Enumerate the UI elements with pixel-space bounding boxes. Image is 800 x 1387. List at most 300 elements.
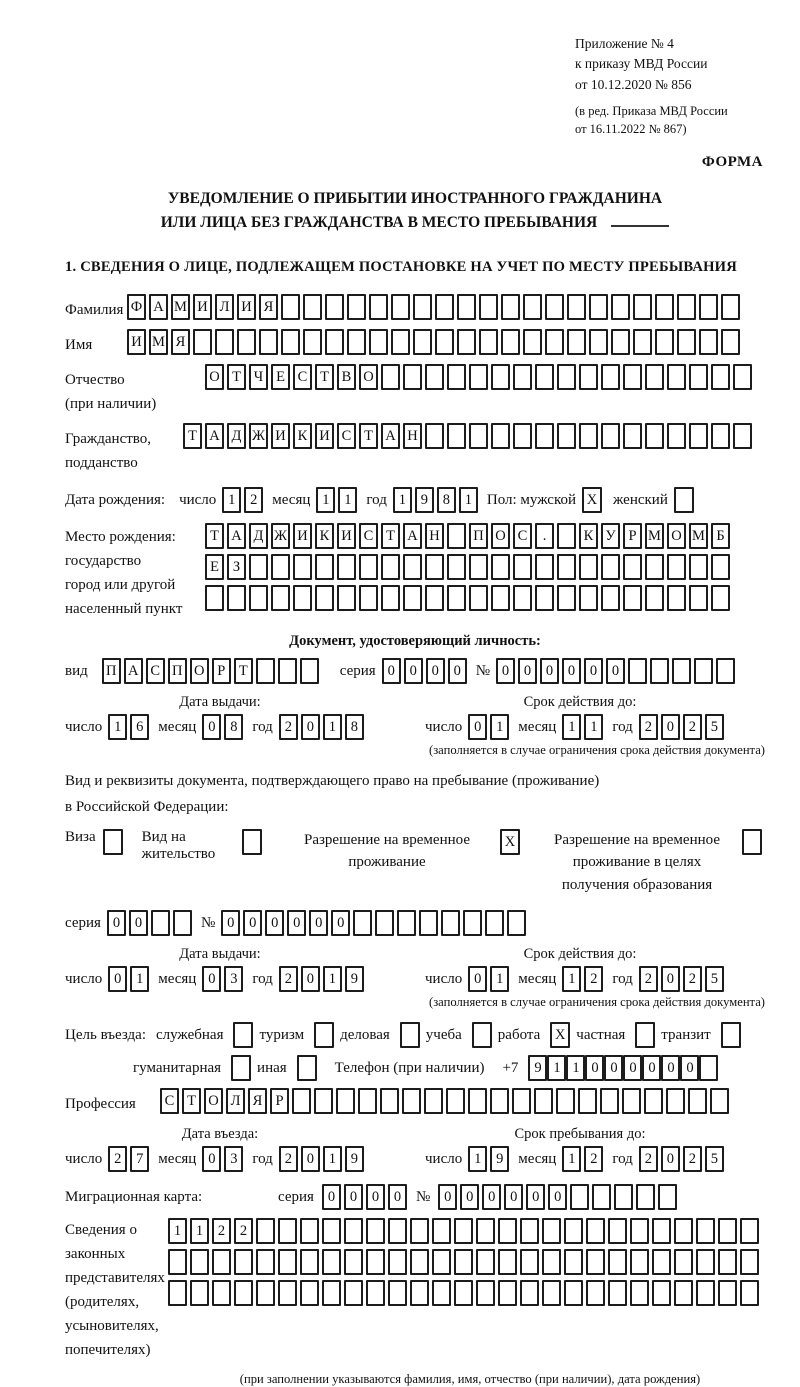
char-cell[interactable] [600, 1088, 619, 1114]
char-cell[interactable]: 6 [130, 714, 149, 740]
char-cell[interactable] [611, 329, 630, 355]
char-cell[interactable] [589, 329, 608, 355]
char-cell[interactable] [366, 1249, 385, 1275]
char-cell[interactable] [344, 1218, 363, 1244]
char-cell[interactable]: 2 [683, 966, 702, 992]
char-cell[interactable] [592, 1184, 611, 1210]
char-cell[interactable]: 0 [388, 1184, 407, 1210]
char-cell[interactable]: 0 [540, 658, 559, 684]
char-cell[interactable] [579, 554, 598, 580]
char-cell[interactable]: Ж [249, 423, 268, 449]
char-cell[interactable]: 2 [234, 1218, 253, 1244]
char-cell[interactable] [564, 1280, 583, 1306]
char-cell[interactable]: 0 [604, 1055, 623, 1081]
char-cell[interactable] [677, 329, 696, 355]
char-cell[interactable]: Т [205, 523, 224, 549]
char-cell[interactable]: К [579, 523, 598, 549]
char-cell[interactable] [601, 585, 620, 611]
char-cell[interactable]: 0 [448, 658, 467, 684]
char-cell[interactable]: 0 [108, 966, 127, 992]
char-cell[interactable] [630, 1280, 649, 1306]
char-cell[interactable] [468, 1088, 487, 1114]
char-cell[interactable] [689, 554, 708, 580]
char-cell[interactable] [388, 1218, 407, 1244]
char-cell[interactable]: 0 [404, 658, 423, 684]
temp-residence-checkbox[interactable]: X [500, 829, 520, 855]
char-cell[interactable] [212, 1280, 231, 1306]
char-cell[interactable] [721, 294, 740, 320]
char-cell[interactable] [711, 554, 730, 580]
char-cell[interactable]: 2 [683, 714, 702, 740]
char-cell[interactable] [432, 1249, 451, 1275]
char-cell[interactable] [694, 658, 713, 684]
char-cell[interactable]: 9 [345, 1146, 364, 1172]
char-cell[interactable] [413, 294, 432, 320]
char-cell[interactable] [441, 910, 460, 936]
char-cell[interactable] [633, 294, 652, 320]
char-cell[interactable] [674, 1249, 693, 1275]
char-cell[interactable]: 0 [518, 658, 537, 684]
char-cell[interactable]: 3 [224, 966, 243, 992]
char-cell[interactable] [520, 1249, 539, 1275]
char-cell[interactable]: 5 [705, 966, 724, 992]
char-cell[interactable] [623, 364, 642, 390]
char-cell[interactable] [696, 1218, 715, 1244]
char-cell[interactable] [557, 585, 576, 611]
char-cell[interactable] [469, 423, 488, 449]
char-cell[interactable]: 1 [393, 487, 412, 513]
char-cell[interactable]: Н [403, 423, 422, 449]
char-cell[interactable]: И [237, 294, 256, 320]
char-cell[interactable]: Е [271, 364, 290, 390]
char-cell[interactable] [425, 364, 444, 390]
char-cell[interactable] [469, 585, 488, 611]
char-cell[interactable] [259, 329, 278, 355]
char-cell[interactable] [688, 1088, 707, 1114]
char-cell[interactable]: И [315, 423, 334, 449]
char-cell[interactable] [564, 1218, 583, 1244]
char-cell[interactable]: 0 [661, 966, 680, 992]
char-cell[interactable]: И [293, 523, 312, 549]
char-cell[interactable] [542, 1280, 561, 1306]
char-cell[interactable]: 2 [279, 966, 298, 992]
char-cell[interactable]: 0 [287, 910, 306, 936]
char-cell[interactable]: Ф [127, 294, 146, 320]
char-cell[interactable]: 2 [584, 1146, 603, 1172]
char-cell[interactable] [677, 294, 696, 320]
char-cell[interactable]: 0 [482, 1184, 501, 1210]
char-cell[interactable] [446, 1088, 465, 1114]
char-cell[interactable] [425, 554, 444, 580]
char-cell[interactable]: 1 [168, 1218, 187, 1244]
purpose-humanitarian-checkbox[interactable] [231, 1055, 251, 1081]
char-cell[interactable] [535, 554, 554, 580]
purpose-tourism-checkbox[interactable] [314, 1022, 334, 1048]
char-cell[interactable]: А [227, 523, 246, 549]
char-cell[interactable] [322, 1280, 341, 1306]
char-cell[interactable]: 9 [415, 487, 434, 513]
char-cell[interactable] [652, 1280, 671, 1306]
char-cell[interactable]: 0 [344, 1184, 363, 1210]
char-cell[interactable]: 0 [438, 1184, 457, 1210]
char-cell[interactable] [234, 1280, 253, 1306]
char-cell[interactable] [300, 658, 319, 684]
char-cell[interactable]: Т [381, 523, 400, 549]
char-cell[interactable] [655, 329, 674, 355]
char-cell[interactable]: А [124, 658, 143, 684]
char-cell[interactable] [403, 364, 422, 390]
char-cell[interactable] [457, 294, 476, 320]
char-cell[interactable] [432, 1280, 451, 1306]
char-cell[interactable] [447, 423, 466, 449]
char-cell[interactable] [476, 1218, 495, 1244]
char-cell[interactable]: 0 [562, 658, 581, 684]
purpose-transit-checkbox[interactable] [721, 1022, 741, 1048]
char-cell[interactable] [557, 523, 576, 549]
char-cell[interactable] [718, 1249, 737, 1275]
char-cell[interactable] [424, 1088, 443, 1114]
char-cell[interactable] [410, 1249, 429, 1275]
char-cell[interactable] [347, 329, 366, 355]
char-cell[interactable]: О [190, 658, 209, 684]
char-cell[interactable] [281, 294, 300, 320]
char-cell[interactable] [454, 1218, 473, 1244]
char-cell[interactable]: Т [183, 423, 202, 449]
char-cell[interactable]: 2 [683, 1146, 702, 1172]
char-cell[interactable] [601, 554, 620, 580]
char-cell[interactable]: 0 [265, 910, 284, 936]
char-cell[interactable] [542, 1249, 561, 1275]
char-cell[interactable]: Т [227, 364, 246, 390]
char-cell[interactable] [652, 1218, 671, 1244]
char-cell[interactable]: О [205, 364, 224, 390]
char-cell[interactable] [740, 1249, 759, 1275]
char-cell[interactable] [491, 554, 510, 580]
char-cell[interactable]: 8 [437, 487, 456, 513]
char-cell[interactable] [381, 364, 400, 390]
char-cell[interactable] [721, 329, 740, 355]
char-cell[interactable]: Ч [249, 364, 268, 390]
char-cell[interactable]: 1 [108, 714, 127, 740]
char-cell[interactable]: 1 [547, 1055, 566, 1081]
char-cell[interactable]: 2 [279, 714, 298, 740]
char-cell[interactable]: О [204, 1088, 223, 1114]
char-cell[interactable] [570, 1184, 589, 1210]
char-cell[interactable]: 9 [345, 966, 364, 992]
char-cell[interactable]: 0 [107, 910, 126, 936]
char-cell[interactable] [512, 1088, 531, 1114]
char-cell[interactable] [344, 1249, 363, 1275]
char-cell[interactable]: 8 [224, 714, 243, 740]
char-cell[interactable]: М [645, 523, 664, 549]
char-cell[interactable] [491, 423, 510, 449]
char-cell[interactable] [278, 1249, 297, 1275]
char-cell[interactable] [380, 1088, 399, 1114]
char-cell[interactable] [281, 329, 300, 355]
char-cell[interactable] [402, 1088, 421, 1114]
char-cell[interactable] [447, 523, 466, 549]
char-cell[interactable]: 0 [331, 910, 350, 936]
char-cell[interactable] [733, 364, 752, 390]
char-cell[interactable]: М [149, 329, 168, 355]
char-cell[interactable] [353, 910, 372, 936]
char-cell[interactable]: К [315, 523, 334, 549]
char-cell[interactable] [476, 1280, 495, 1306]
char-cell[interactable] [501, 294, 520, 320]
char-cell[interactable] [425, 585, 444, 611]
char-cell[interactable] [168, 1249, 187, 1275]
char-cell[interactable]: 0 [322, 1184, 341, 1210]
char-cell[interactable]: Ж [271, 523, 290, 549]
char-cell[interactable] [623, 423, 642, 449]
purpose-private-checkbox[interactable] [635, 1022, 655, 1048]
char-cell[interactable] [523, 294, 542, 320]
char-cell[interactable] [716, 658, 735, 684]
char-cell[interactable]: Т [359, 423, 378, 449]
char-cell[interactable] [278, 1280, 297, 1306]
char-cell[interactable] [403, 554, 422, 580]
char-cell[interactable] [501, 329, 520, 355]
char-cell[interactable]: 1 [222, 487, 241, 513]
char-cell[interactable] [689, 423, 708, 449]
char-cell[interactable]: 1 [566, 1055, 585, 1081]
char-cell[interactable]: 2 [584, 966, 603, 992]
char-cell[interactable] [633, 329, 652, 355]
char-cell[interactable] [658, 1184, 677, 1210]
char-cell[interactable] [479, 329, 498, 355]
char-cell[interactable] [249, 585, 268, 611]
char-cell[interactable] [300, 1280, 319, 1306]
char-cell[interactable] [674, 1280, 693, 1306]
char-cell[interactable] [476, 1249, 495, 1275]
purpose-other-checkbox[interactable] [297, 1055, 317, 1081]
char-cell[interactable] [507, 910, 526, 936]
char-cell[interactable] [513, 585, 532, 611]
char-cell[interactable]: З [227, 554, 246, 580]
char-cell[interactable] [589, 294, 608, 320]
char-cell[interactable] [614, 1184, 633, 1210]
char-cell[interactable] [513, 423, 532, 449]
char-cell[interactable]: И [127, 329, 146, 355]
char-cell[interactable]: 1 [130, 966, 149, 992]
char-cell[interactable]: С [359, 523, 378, 549]
char-cell[interactable]: 3 [224, 1146, 243, 1172]
char-cell[interactable] [322, 1218, 341, 1244]
char-cell[interactable]: С [160, 1088, 179, 1114]
char-cell[interactable] [718, 1280, 737, 1306]
char-cell[interactable]: 0 [366, 1184, 385, 1210]
char-cell[interactable] [336, 1088, 355, 1114]
char-cell[interactable] [375, 910, 394, 936]
char-cell[interactable] [469, 554, 488, 580]
char-cell[interactable] [740, 1218, 759, 1244]
char-cell[interactable]: А [381, 423, 400, 449]
char-cell[interactable]: О [491, 523, 510, 549]
char-cell[interactable] [435, 294, 454, 320]
char-cell[interactable] [293, 554, 312, 580]
char-cell[interactable] [586, 1249, 605, 1275]
char-cell[interactable]: 0 [504, 1184, 523, 1210]
char-cell[interactable] [650, 658, 669, 684]
char-cell[interactable] [652, 1249, 671, 1275]
char-cell[interactable] [579, 423, 598, 449]
char-cell[interactable] [410, 1280, 429, 1306]
char-cell[interactable]: 2 [639, 714, 658, 740]
char-cell[interactable] [498, 1249, 517, 1275]
char-cell[interactable] [601, 423, 620, 449]
female-checkbox[interactable] [674, 487, 694, 513]
char-cell[interactable]: Р [623, 523, 642, 549]
char-cell[interactable]: 0 [129, 910, 148, 936]
char-cell[interactable] [337, 554, 356, 580]
char-cell[interactable] [237, 329, 256, 355]
char-cell[interactable]: 0 [584, 658, 603, 684]
char-cell[interactable] [410, 1218, 429, 1244]
char-cell[interactable] [454, 1249, 473, 1275]
char-cell[interactable] [636, 1184, 655, 1210]
char-cell[interactable] [645, 585, 664, 611]
char-cell[interactable]: 5 [705, 1146, 724, 1172]
char-cell[interactable]: 0 [202, 966, 221, 992]
char-cell[interactable] [674, 1218, 693, 1244]
char-cell[interactable] [520, 1218, 539, 1244]
char-cell[interactable] [457, 329, 476, 355]
char-cell[interactable] [696, 1280, 715, 1306]
residence-permit-checkbox[interactable] [242, 829, 262, 855]
char-cell[interactable] [628, 658, 647, 684]
char-cell[interactable]: 0 [426, 658, 445, 684]
char-cell[interactable]: Н [425, 523, 444, 549]
char-cell[interactable]: 0 [661, 714, 680, 740]
char-cell[interactable] [300, 1249, 319, 1275]
char-cell[interactable] [655, 294, 674, 320]
char-cell[interactable]: 2 [108, 1146, 127, 1172]
char-cell[interactable] [369, 294, 388, 320]
char-cell[interactable] [520, 1280, 539, 1306]
char-cell[interactable]: С [293, 364, 312, 390]
char-cell[interactable] [425, 423, 444, 449]
char-cell[interactable] [718, 1218, 737, 1244]
char-cell[interactable] [579, 364, 598, 390]
char-cell[interactable]: 0 [243, 910, 262, 936]
char-cell[interactable] [601, 364, 620, 390]
char-cell[interactable]: С [513, 523, 532, 549]
purpose-business-checkbox[interactable] [400, 1022, 420, 1048]
char-cell[interactable]: М [689, 523, 708, 549]
char-cell[interactable] [622, 1088, 641, 1114]
char-cell[interactable] [315, 585, 334, 611]
char-cell[interactable]: 8 [345, 714, 364, 740]
char-cell[interactable]: 1 [323, 714, 342, 740]
char-cell[interactable] [513, 554, 532, 580]
char-cell[interactable] [205, 585, 224, 611]
char-cell[interactable]: И [271, 423, 290, 449]
char-cell[interactable] [249, 554, 268, 580]
char-cell[interactable] [168, 1280, 187, 1306]
char-cell[interactable] [564, 1249, 583, 1275]
char-cell[interactable] [381, 554, 400, 580]
char-cell[interactable]: Я [248, 1088, 267, 1114]
char-cell[interactable]: К [293, 423, 312, 449]
char-cell[interactable] [645, 364, 664, 390]
char-cell[interactable]: И [193, 294, 212, 320]
char-cell[interactable] [359, 585, 378, 611]
char-cell[interactable]: 1 [323, 1146, 342, 1172]
char-cell[interactable] [303, 294, 322, 320]
char-cell[interactable]: 2 [639, 1146, 658, 1172]
char-cell[interactable] [586, 1280, 605, 1306]
temp-residence-education-checkbox[interactable] [742, 829, 762, 855]
char-cell[interactable] [227, 585, 246, 611]
char-cell[interactable] [293, 585, 312, 611]
char-cell[interactable]: А [403, 523, 422, 549]
char-cell[interactable]: В [337, 364, 356, 390]
char-cell[interactable]: 2 [279, 1146, 298, 1172]
char-cell[interactable] [256, 1249, 275, 1275]
char-cell[interactable]: Л [226, 1088, 245, 1114]
char-cell[interactable] [271, 554, 290, 580]
char-cell[interactable]: 0 [661, 1055, 680, 1081]
char-cell[interactable] [337, 585, 356, 611]
char-cell[interactable]: 0 [623, 1055, 642, 1081]
char-cell[interactable]: Е [205, 554, 224, 580]
char-cell[interactable]: 1 [338, 487, 357, 513]
char-cell[interactable]: 1 [490, 966, 509, 992]
char-cell[interactable] [432, 1218, 451, 1244]
char-cell[interactable] [485, 910, 504, 936]
char-cell[interactable]: Т [234, 658, 253, 684]
char-cell[interactable] [490, 1088, 509, 1114]
char-cell[interactable]: С [146, 658, 165, 684]
char-cell[interactable] [388, 1280, 407, 1306]
char-cell[interactable] [419, 910, 438, 936]
char-cell[interactable] [557, 423, 576, 449]
char-cell[interactable] [623, 585, 642, 611]
char-cell[interactable] [733, 423, 752, 449]
char-cell[interactable] [699, 1055, 718, 1081]
char-cell[interactable] [689, 364, 708, 390]
char-cell[interactable] [256, 658, 275, 684]
char-cell[interactable]: Л [215, 294, 234, 320]
char-cell[interactable] [711, 364, 730, 390]
char-cell[interactable]: А [205, 423, 224, 449]
char-cell[interactable] [542, 1218, 561, 1244]
char-cell[interactable]: П [168, 658, 187, 684]
char-cell[interactable] [672, 658, 691, 684]
char-cell[interactable]: Р [270, 1088, 289, 1114]
char-cell[interactable] [359, 554, 378, 580]
char-cell[interactable] [611, 294, 630, 320]
char-cell[interactable]: 1 [490, 714, 509, 740]
char-cell[interactable] [193, 329, 212, 355]
char-cell[interactable] [586, 1218, 605, 1244]
char-cell[interactable] [391, 329, 410, 355]
char-cell[interactable] [256, 1280, 275, 1306]
char-cell[interactable]: 0 [301, 1146, 320, 1172]
char-cell[interactable] [699, 294, 718, 320]
char-cell[interactable]: 1 [562, 966, 581, 992]
char-cell[interactable]: С [337, 423, 356, 449]
char-cell[interactable] [173, 910, 192, 936]
char-cell[interactable] [151, 910, 170, 936]
char-cell[interactable] [403, 585, 422, 611]
char-cell[interactable]: Т [315, 364, 334, 390]
char-cell[interactable] [556, 1088, 575, 1114]
char-cell[interactable] [447, 585, 466, 611]
char-cell[interactable] [667, 554, 686, 580]
char-cell[interactable] [435, 329, 454, 355]
char-cell[interactable] [397, 910, 416, 936]
